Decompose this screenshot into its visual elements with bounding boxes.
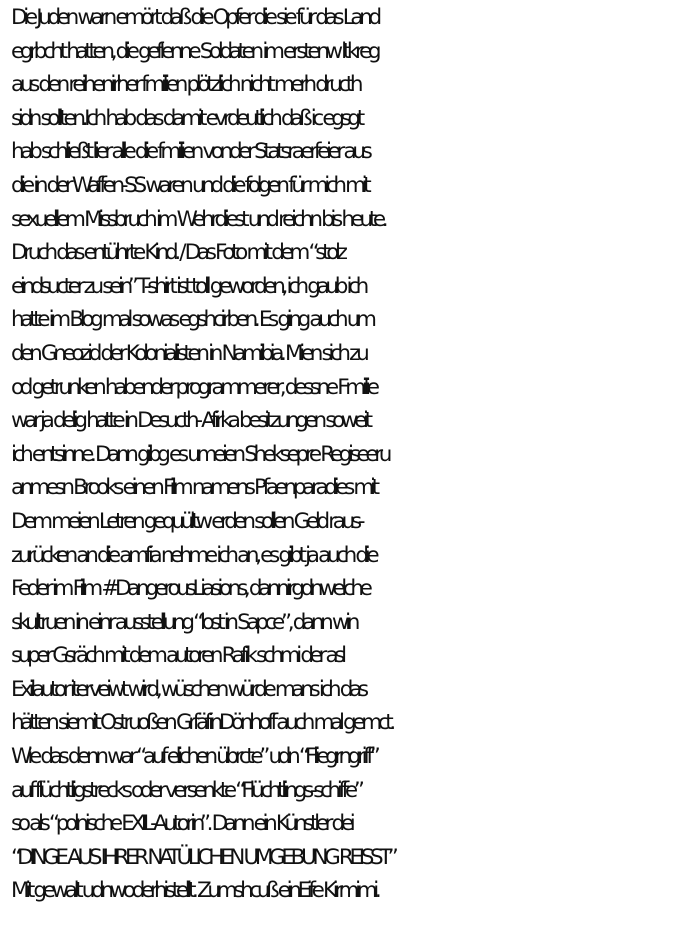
- text-line: war ja delig hatte in Desucth- Afirka besitzungen soweit: [11, 408, 369, 434]
- text-line: super Gsräch mit dem autoren Rafik schmi der asl: [11, 643, 343, 669]
- text-line: hab schließt lier alle die fmilien vonder Statsraerfeier aus: [11, 139, 369, 165]
- text-line: Die Juden warn emört daß die Opfer die sie für das Land: [11, 5, 378, 30]
- text-line: od getrunken habender programmerer, dessne Fmilie: [11, 374, 376, 400]
- text-line: Feder im Film #DangerousLiasions, dannirgdnwelche: [11, 576, 369, 602]
- text-line: Wie das denn war “auf elichen übrcte” udn “Fliegrngriff”: [11, 744, 377, 770]
- text-line: hatte im Blog mal sowas egshcirben. Es ging auch um: [11, 307, 373, 333]
- text-line: eindsucter zu sein” T-shirt ist toll geworden, ich gaub ich: [11, 273, 365, 299]
- text-line: den Gneozid der Kolonialisten in Namibia. Mien sich zu: [11, 340, 366, 366]
- text-line: anmesn Brooks einen Film namens Pfaenparadies mit: [11, 475, 376, 501]
- text-line: “DINGE AUS IHRER NATÜLICHEN UMGEBUNG REISST”: [11, 844, 395, 870]
- text-line: Exilautor iterveiwt wird, wüschen würde mans ich das: [11, 676, 365, 702]
- text-line: ich entsinne. Dann gibg es umeien Sheksepre Regiseeru: [11, 441, 389, 467]
- text-line: so als “polnische EXIL-Autorin”. Dann ein Künstler dei: [11, 811, 352, 837]
- text-line: sidn sollten.Ich hab das damit evrdeutlich daß ic egsgt: [11, 105, 361, 131]
- body-text: [11, 1, 683, 908]
- text-line: Dem meien Letren gequültw erden sollen Geld raus-: [11, 508, 362, 534]
- text-line: sexuellem Missbruch im Wehrdiest und reichn bis heute.: [11, 206, 385, 232]
- text-line: skultruen in einr ausstellung “lost in Sapce”, dann win: [11, 609, 356, 635]
- text-line: zurücken an die amfia nehme ich an, es gibt ja auch die: [11, 542, 376, 568]
- text-line: Mit gewalt udnwoderhistellt. Zumshcuß einEife Kirmimi.: [11, 878, 378, 904]
- text-line: auf flüchtligstrecks oder versenkte “Flüchtlings-schiffe”: [11, 777, 361, 803]
- text-line: egrbcht hatten, die geflenne Soldaten im erstenw ltkreg: [11, 38, 378, 64]
- text-line: aus den reihenirher fmilien plötzlich nicht merh dructh: [11, 72, 360, 98]
- text-line: hätten siemit Ostruoßen GrfäfinDönhoff auch mal gemct.: [11, 710, 392, 736]
- text-line: Druch das entührte Kind. / Das Foto mit dem “stolz: [11, 240, 344, 266]
- text-line: die in der Waffen-SS waren und die folgen für mich mit: [11, 172, 368, 198]
